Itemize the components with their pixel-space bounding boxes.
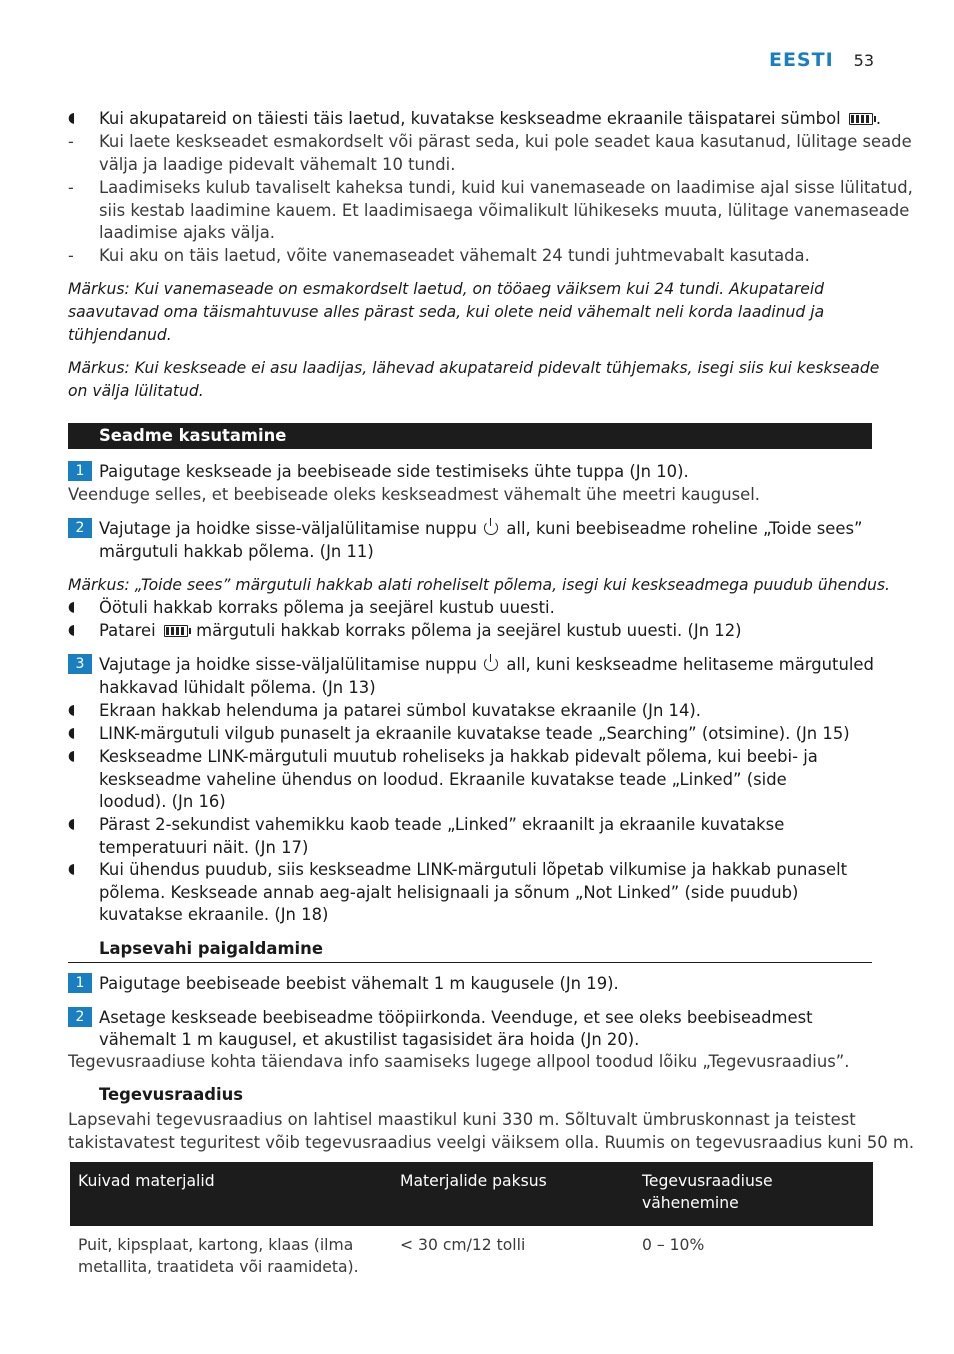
battery-full-icon [849,113,873,125]
bullet-temperature-line-2: temperatuuri näit. (Jn 17) [99,838,309,857]
step-number-badge: 2 [68,518,92,538]
note-2-line-2: on välja lülitatud. [68,382,204,400]
step-1-text: Paigutage keskseade ja beebiseade side testimiseks ühte tuppa (Jn 10). [99,462,689,481]
table-row [70,1226,873,1286]
note-2-line-1: Märkus: Kui keskseade ei asu laadijas, lähevad akupatareid pidevalt tühjemaks, isegi siis kui keskseade [68,359,880,377]
install-step-2-subtext: Tegevusraadiuse kohta täiendava info saamiseks lugege allpool toodud lõiku „Tegevusraadius”. [68,1052,850,1071]
power-icon [484,657,498,671]
table-cell: Puit, kipsplaat, kartong, klaas (ilma metallita, traatideta või raamideta). [78,1236,359,1276]
bullet-linked-line-1: Keskseadme LINK-märgutuli muutub roheliseks ja hakkab pidevalt põlema, kui beebi- ja [99,747,818,766]
dash-item-2-line-3: laadimise ajaks välja. [99,223,275,242]
dash-item-1-line-1: Kui laete keskseadet esmakordselt või pärast seda, kui pole seadet kaua kasutanud, lülitage seade [99,132,912,151]
bullet-marker-icon: ◖ [68,816,76,832]
power-icon [484,521,498,535]
dash-item-2-line-1: Laadimiseks kulub tavaliselt kaheksa tundi, kuid kui vanemaseade on laadimise ajal sisse lülitatud, [99,178,913,197]
step-number-badge: 3 [68,654,92,674]
dash-marker: - [68,178,74,197]
step-3-line-2: hakkavad lühidalt põlema. (Jn 13) [99,678,376,697]
note-1-line-1: Märkus: Kui vanemaseade on esmakordselt laetud, on tööaeg väiksem kui 24 tundi. Akupatareid [68,280,825,298]
materials-table [70,1162,873,1286]
language-label: EESTI [768,49,834,71]
page-header [769,49,874,71]
bullet-marker-icon: ◖ [68,725,76,741]
bullet-not-linked-line-2: põlema. Keskseade annab aeg-ajalt helisignaali ja sõnum „Not Linked” (side puudub) [99,883,799,902]
bullet-marker-icon: ◖ [68,599,76,615]
column-header: Tegevusraadiuse vähenemine [634,1162,873,1226]
dash-item-2-line-2: siis kestab laadimine kauem. Et laadimisaega võimalikult lühikeseks muuta, lülitage vanemaseade [99,201,910,220]
bullet-battery-light: Patarei märgutuli hakkab korraks põlema ja seejärel kustub uuesti. (Jn 12) [99,621,742,640]
step-number-badge: 1 [68,973,92,993]
step-number-badge: 2 [68,1007,92,1027]
step-3-line-1: Vajutage ja hoidke sisse-väljalülitamise nuppu all, kuni keskseadme helitaseme märgutuled [99,655,874,674]
table-header-row [70,1162,873,1226]
note-1-line-2: saavutavad oma täismahtuvuse alles pärast seda, kui olete neid vähemalt neli korda laadinud ja [68,303,825,321]
dash-item-1-line-2: välja ja laadige pidevalt vähemalt 10 tundi. [99,155,456,174]
note-3: Märkus: „Toide sees” märgutuli hakkab alati roheliselt põlema, isegi kui keskseadmega puudub ühendus. [68,576,890,594]
bullet-not-linked-line-1: Kui ühendus puudub, siis keskseadme LINK-märgutuli lõpetab vilkumise ja hakkab punaselt [99,860,848,879]
table-cell: < 30 cm/12 tolli [400,1236,526,1254]
install-step-2-line-2: vähemalt 1 m kaugusel, et akustilist tagasisidet ära hoida (Jn 20). [99,1030,640,1049]
bullet-marker-icon: ◖ [68,748,76,764]
step-2-line-1: Vajutage ja hoidke sisse-väljalülitamise nuppu all, kuni beebiseadme roheline „Toide sees” [99,519,863,538]
bullet-screen: Ekraan hakkab helenduma ja patarei sümbol kuvatakse ekraanile (Jn 14). [99,701,702,720]
section-divider [68,962,872,963]
page-number: 53 [853,51,874,70]
battery-icon [164,625,188,637]
column-header: Kuivad materjalid [70,1162,392,1226]
section-heading-seadme-kasutamine: Seadme kasutamine [68,423,872,449]
bullet-marker-icon: ◖ [68,110,76,126]
dash-marker: - [68,246,74,265]
note-1-line-3: tühjendanud. [68,326,172,344]
bullet-linked-line-3: loodud). (Jn 16) [99,792,226,811]
bullet-marker-icon: ◖ [68,622,76,638]
bullet-night-light: Öötuli hakkab korraks põlema ja seejärel kustub uuesti. [99,598,555,617]
bullet-link-searching: LINK-märgutuli vilgub punaselt ja ekraanile kuvatakse teade „Searching” (otsimine). (Jn 15) [99,724,850,743]
step-1-subtext: Veenduge selles, et beebiseade oleks keskseadmest vähemalt ühe meetri kaugusel. [68,485,760,504]
section-heading-lapsevahi-paigaldamine: Lapsevahi paigaldamine [99,939,323,958]
bullet-not-linked-line-3: kuvatakse ekraanile. (Jn 18) [99,905,329,924]
bullet-marker-icon: ◖ [68,861,76,877]
battery-full-text: Kui akupatareid on täiesti täis laetud, kuvatakse keskseadme ekraanile täispatarei sümbol . [99,109,882,128]
bullet-linked-line-2: keskseadme vaheline ühendus on loodud. Ekraanile kuvatakse teade „Linked” (side [99,770,787,789]
bullet-temperature-line-1: Pärast 2-sekundist vahemikku kaob teade „Linked” ekraanilt ja ekraanile kuvatakse [99,815,785,834]
step-2-line-2: märgutuli hakkab põlema. (Jn 11) [99,542,374,561]
dash-marker: - [68,132,74,151]
range-paragraph-line-2: takistavatest teguritest võib tegevusraadius veelgi väiksem olla. Ruumis on tegevusraadius kuni 50 m. [68,1133,915,1152]
section-heading-tegevusraadius: Tegevusraadius [99,1085,244,1104]
install-step-2-line-1: Asetage keskseade beebiseadme tööpiirkonda. Veenduge, et see oleks beebiseadmest [99,1008,813,1027]
install-step-1-text: Paigutage beebiseade beebist vähemalt 1 m kaugusele (Jn 19). [99,974,619,993]
column-header: Materjalide paksus [392,1162,634,1226]
step-number-badge: 1 [68,461,92,481]
range-paragraph-line-1: Lapsevahi tegevusraadius on lahtisel maastikul kuni 330 m. Sõltuvalt ümbruskonnast ja teistest [68,1110,856,1129]
dash-item-3-line-1: Kui aku on täis laetud, võite vanemaseadet vähemalt 24 tundi juhtmevabalt kasutada. [99,246,810,265]
bullet-marker-icon: ◖ [68,702,76,718]
table-cell: 0 – 10% [642,1236,705,1254]
